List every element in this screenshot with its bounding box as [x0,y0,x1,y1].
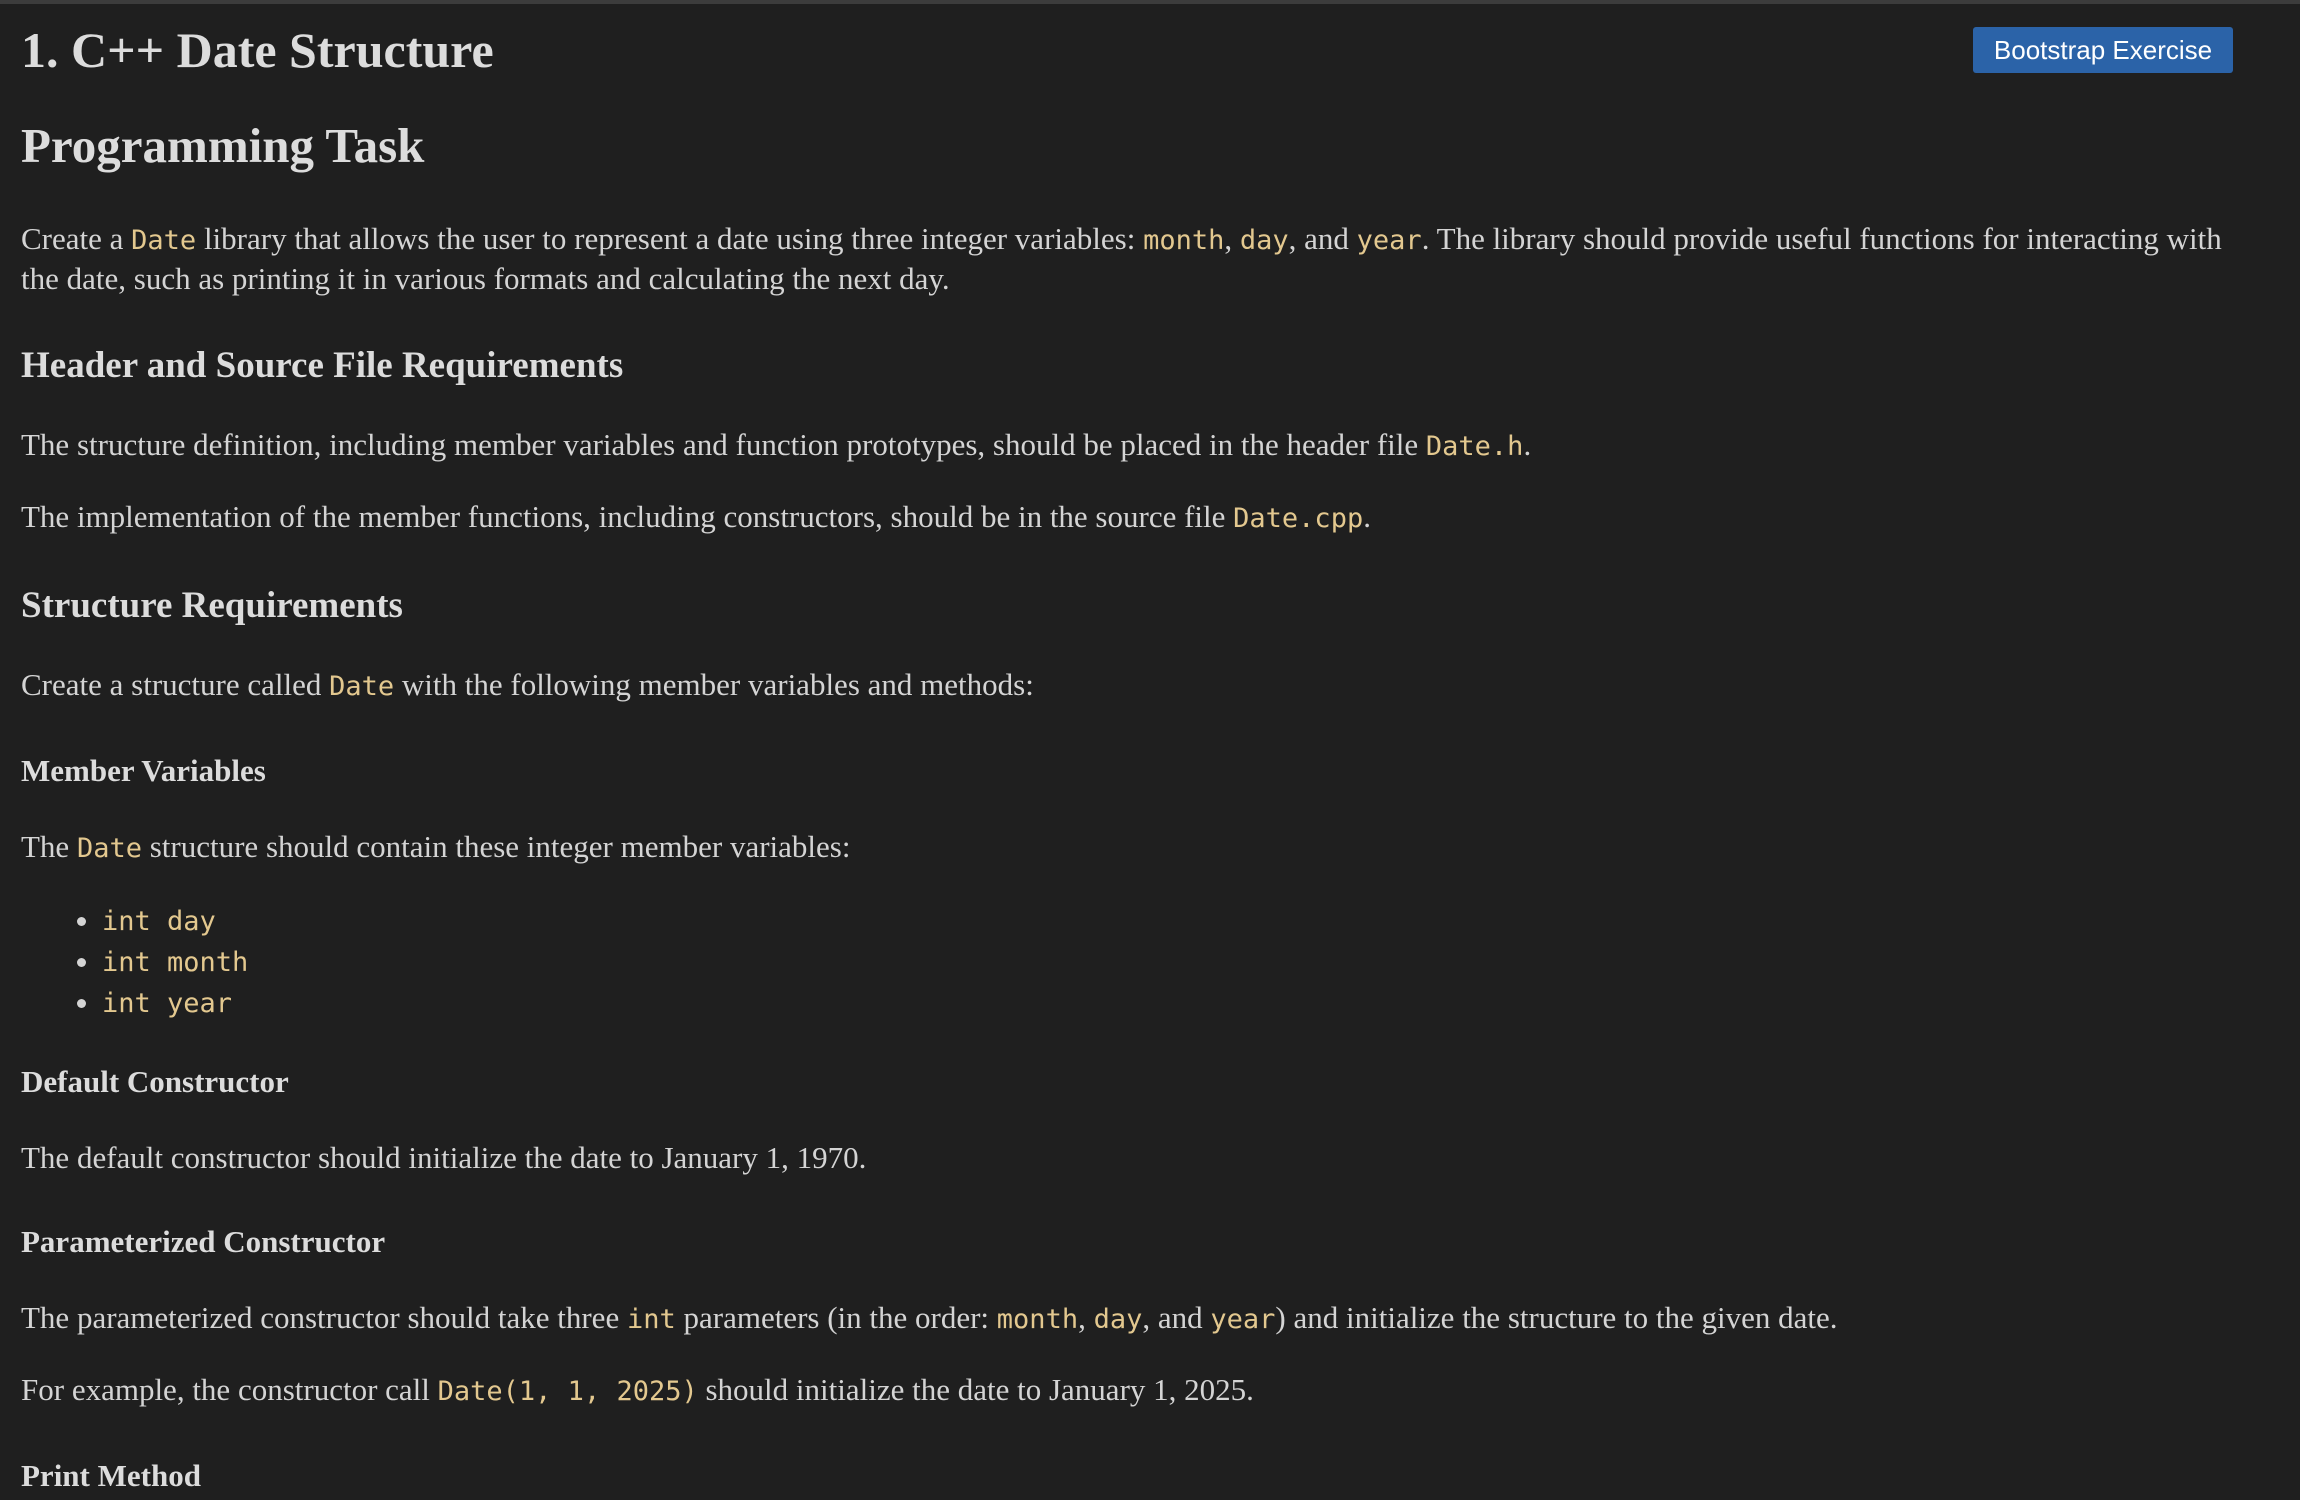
member-variables-heading: Member Variables [21,753,266,788]
inline-code: Date [131,225,197,256]
task-intro-paragraph [21,220,2231,298]
source-file-paragraph [21,498,2231,538]
member-variables-list [21,900,2231,1023]
list-item [102,900,2231,941]
inline-code: int year [102,988,233,1019]
text: Create a structure called [21,667,330,702]
inline-code: int month [102,947,249,978]
default-constructor-paragraph: The default constructor should initialize the date to January 1, 1970. [21,1140,867,1175]
inline-code: int [626,1304,676,1335]
header-file-paragraph [21,426,2231,466]
text: structure should contain these integer member variables: [141,829,851,864]
parameterized-constructor-heading: Parameterized Constructor [21,1224,386,1259]
text: Create a [21,221,132,256]
inline-code: month [996,1304,1079,1335]
inline-code: month [1143,225,1225,256]
text: , [1078,1300,1094,1335]
text: should initialize the date to January 1, 2025. [697,1372,1254,1407]
text: . The library should provide useful functions for interacting with the date, such as printing it in various formats and calculating the next day. [21,221,2222,296]
inline-code: Date(1, 1, 2025) [437,1376,698,1407]
text: The parameterized constructor should take three [21,1300,627,1335]
constructor-example-paragraph [21,1371,2231,1411]
text: . [1523,427,1532,462]
inline-code: Date [329,671,395,702]
text: , and [1142,1300,1211,1335]
page-title: 1. C++ Date Structure [21,22,494,78]
text: , and [1288,221,1357,256]
print-method-heading: Print Method [21,1458,201,1493]
member-variables-paragraph [21,828,2231,868]
default-constructor-heading: Default Constructor [21,1064,289,1099]
text: The structure definition, including member variables and function prototypes, should be placed in the header file [21,427,1426,462]
text: , [1224,221,1240,256]
list-item [102,941,2231,982]
structure-requirements-heading: Structure Requirements [21,585,403,626]
top-divider [0,0,2300,4]
inline-code: int day [102,906,216,937]
parameterized-constructor-paragraph [21,1299,2231,1339]
inline-code: year [1210,1304,1276,1335]
inline-code: Date.cpp [1233,503,1364,534]
text: library that allows the user to represent a date using three integer variables: [196,221,1144,256]
text: with the following member variables and methods: [394,667,1034,702]
text: parameters (in the order: [675,1300,997,1335]
text: The [21,829,77,864]
document-body [21,114,2231,1500]
inline-code: Date.h [1425,431,1524,462]
text: ) and initialize the structure to the given date. [1275,1300,1838,1335]
list-item [102,982,2231,1023]
inline-code: day [1239,225,1289,256]
text: . [1363,499,1371,534]
programming-task-heading: Programming Task [21,118,425,173]
text: The implementation of the member functions, including constructors, should be in the source file [21,499,1234,534]
inline-code: year [1356,225,1422,256]
inline-code: day [1093,1304,1143,1335]
inline-code: Date [76,833,142,864]
bootstrap-exercise-badge[interactable]: Bootstrap Exercise [1973,27,2233,73]
text: For example, the constructor call [21,1372,438,1407]
structure-paragraph [21,666,2231,706]
file-requirements-heading: Header and Source File Requirements [21,345,624,386]
